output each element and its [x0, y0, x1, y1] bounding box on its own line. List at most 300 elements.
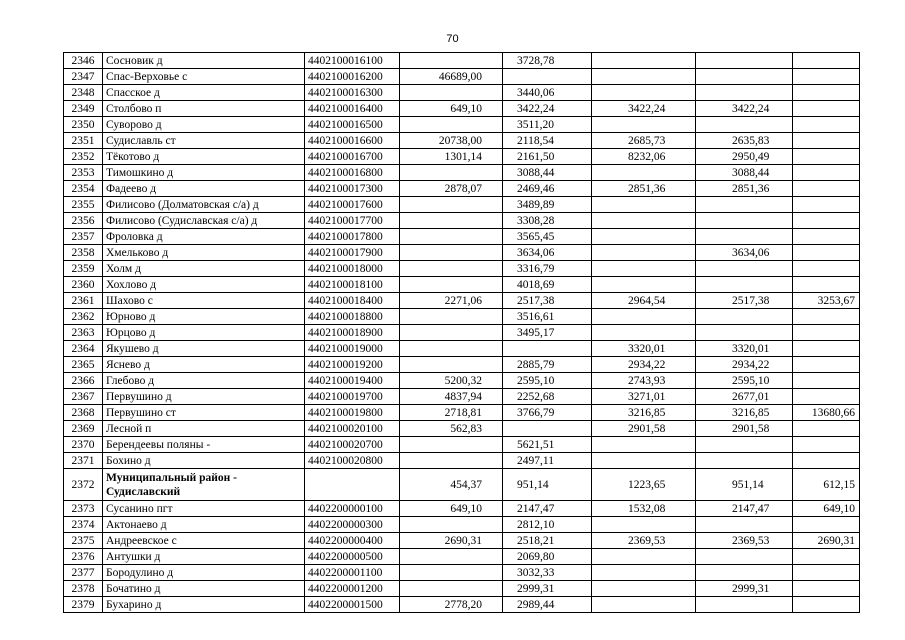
- value-1-cell: [400, 453, 503, 469]
- value-4-cell: 2369,53: [696, 533, 793, 549]
- value-4-cell: [696, 549, 793, 565]
- value-3-cell: 2934,22: [592, 357, 696, 373]
- value-2-cell: 4018,69: [503, 277, 592, 293]
- value-2-cell: 3634,06: [503, 245, 592, 261]
- value-3-cell: [592, 245, 696, 261]
- code-cell: 4402100017700: [305, 213, 400, 229]
- code-cell: 4402100016700: [305, 149, 400, 165]
- value-5-cell: [793, 69, 860, 85]
- value-5-cell: [793, 165, 860, 181]
- value-4-cell: [696, 565, 793, 581]
- value-1-cell: [400, 277, 503, 293]
- value-3-cell: [592, 325, 696, 341]
- value-5-cell: [793, 437, 860, 453]
- value-2-cell: 2147,47: [503, 501, 592, 517]
- value-2-cell: [503, 421, 592, 437]
- table-row: [64, 69, 860, 85]
- value-1-cell: [400, 245, 503, 261]
- value-1-cell: 562,83: [400, 421, 503, 437]
- code-cell: 4402200000400: [305, 533, 400, 549]
- settlement-name-cell: Филисово (Долматовская с/а) д: [103, 197, 305, 213]
- table-row: [64, 101, 860, 117]
- table-row: [64, 453, 860, 469]
- code-cell: 4402100018900: [305, 325, 400, 341]
- row-number-cell: 2369: [64, 421, 103, 437]
- value-2-cell: 3308,28: [503, 213, 592, 229]
- value-5-cell: [793, 53, 860, 69]
- row-number-cell: 2346: [64, 53, 103, 69]
- row-number-cell: 2354: [64, 181, 103, 197]
- value-1-cell: [400, 309, 503, 325]
- value-5-cell: [793, 453, 860, 469]
- value-3-cell: 2964,54: [592, 293, 696, 309]
- value-5-cell: [793, 421, 860, 437]
- table-row: [64, 517, 860, 533]
- value-1-cell: [400, 517, 503, 533]
- page-number: 70: [446, 33, 459, 45]
- value-2-cell: 3316,79: [503, 261, 592, 277]
- table-row: [64, 309, 860, 325]
- row-number-cell: 2349: [64, 101, 103, 117]
- value-4-cell: 3320,01: [696, 341, 793, 357]
- settlement-name-cell: Антушки д: [103, 549, 305, 565]
- settlement-name-cell: Бородулино д: [103, 565, 305, 581]
- table-row: [64, 341, 860, 357]
- value-4-cell: 2901,58: [696, 421, 793, 437]
- value-5-cell: [793, 101, 860, 117]
- value-1-cell: 5200,32: [400, 373, 503, 389]
- value-3-cell: [592, 229, 696, 245]
- code-cell: 4402100016500: [305, 117, 400, 133]
- value-3-cell: 1223,65: [592, 469, 696, 501]
- value-5-cell: [793, 597, 860, 613]
- table-row: [64, 501, 860, 517]
- value-4-cell: 3088,44: [696, 165, 793, 181]
- value-5-cell: 612,15: [793, 469, 860, 501]
- row-number-cell: 2372: [64, 469, 103, 501]
- value-2-cell: 2518,21: [503, 533, 592, 549]
- value-2-cell: 5621,51: [503, 437, 592, 453]
- value-1-cell: 454,37: [400, 469, 503, 501]
- value-2-cell: 2497,11: [503, 453, 592, 469]
- value-2-cell: 2595,10: [503, 373, 592, 389]
- value-4-cell: [696, 597, 793, 613]
- row-number-cell: 2370: [64, 437, 103, 453]
- value-2-cell: 2469,46: [503, 181, 592, 197]
- settlement-name-cell: Актонаево д: [103, 517, 305, 533]
- table-row: [64, 245, 860, 261]
- value-2-cell: 2252,68: [503, 389, 592, 405]
- row-number-cell: 2365: [64, 357, 103, 373]
- settlement-name-cell: Первушино д: [103, 389, 305, 405]
- row-number-cell: 2351: [64, 133, 103, 149]
- value-5-cell: 2690,31: [793, 533, 860, 549]
- table-row: [64, 597, 860, 613]
- value-1-cell: 1301,14: [400, 149, 503, 165]
- table-row: [64, 197, 860, 213]
- code-cell: 4402100016300: [305, 85, 400, 101]
- value-1-cell: [400, 357, 503, 373]
- row-number-cell: 2362: [64, 309, 103, 325]
- value-1-cell: 2271,06: [400, 293, 503, 309]
- row-number-cell: 2347: [64, 69, 103, 85]
- value-2-cell: 3495,17: [503, 325, 592, 341]
- value-1-cell: [400, 341, 503, 357]
- value-5-cell: [793, 245, 860, 261]
- value-1-cell: [400, 261, 503, 277]
- value-4-cell: [696, 53, 793, 69]
- value-5-cell: [793, 549, 860, 565]
- data-table: [63, 52, 860, 613]
- value-5-cell: 13680,66: [793, 405, 860, 421]
- value-5-cell: [793, 181, 860, 197]
- code-cell: 4402100020100: [305, 421, 400, 437]
- value-4-cell: 3634,06: [696, 245, 793, 261]
- table-row: [64, 469, 860, 501]
- value-3-cell: [592, 581, 696, 597]
- value-5-cell: [793, 277, 860, 293]
- table-row: [64, 181, 860, 197]
- settlement-name-cell: Сосновик д: [103, 53, 305, 69]
- row-number-cell: 2358: [64, 245, 103, 261]
- value-4-cell: 2635,83: [696, 133, 793, 149]
- value-4-cell: 2517,38: [696, 293, 793, 309]
- value-4-cell: [696, 85, 793, 101]
- value-3-cell: 3422,24: [592, 101, 696, 117]
- code-cell: 4402100017600: [305, 197, 400, 213]
- value-3-cell: [592, 85, 696, 101]
- value-1-cell: 2718,81: [400, 405, 503, 421]
- row-number-cell: 2373: [64, 501, 103, 517]
- value-3-cell: 3271,01: [592, 389, 696, 405]
- table-row: [64, 357, 860, 373]
- code-cell: 4402100017300: [305, 181, 400, 197]
- settlement-name-cell: Юрново д: [103, 309, 305, 325]
- value-5-cell: [793, 149, 860, 165]
- code-cell: 4402100020800: [305, 453, 400, 469]
- code-cell: 4402200000500: [305, 549, 400, 565]
- table-row: [64, 53, 860, 69]
- value-2-cell: [503, 341, 592, 357]
- code-cell: 4402100017800: [305, 229, 400, 245]
- value-2-cell: 3511,20: [503, 117, 592, 133]
- code-cell: 4402100016100: [305, 53, 400, 69]
- value-3-cell: [592, 549, 696, 565]
- value-4-cell: 2950,49: [696, 149, 793, 165]
- value-3-cell: [592, 53, 696, 69]
- value-5-cell: 649,10: [793, 501, 860, 517]
- code-cell: 4402200001100: [305, 565, 400, 581]
- value-1-cell: [400, 565, 503, 581]
- code-cell: [305, 469, 400, 501]
- settlement-name-cell: Якушево д: [103, 341, 305, 357]
- row-number-cell: 2356: [64, 213, 103, 229]
- value-5-cell: [793, 341, 860, 357]
- settlement-name-cell: Фроловка д: [103, 229, 305, 245]
- settlement-name-cell: Сусанино пгт: [103, 501, 305, 517]
- value-1-cell: [400, 53, 503, 69]
- value-2-cell: 3565,45: [503, 229, 592, 245]
- value-4-cell: 2595,10: [696, 373, 793, 389]
- code-cell: 4402100018100: [305, 277, 400, 293]
- value-5-cell: [793, 517, 860, 533]
- settlement-name-cell: Муниципальный район - Судиславский: [103, 469, 305, 501]
- table-row: [64, 117, 860, 133]
- value-2-cell: 2118,54: [503, 133, 592, 149]
- settlement-name-cell: Холм д: [103, 261, 305, 277]
- value-3-cell: 2743,93: [592, 373, 696, 389]
- settlement-name-cell: Столбово п: [103, 101, 305, 117]
- value-1-cell: [400, 229, 503, 245]
- value-4-cell: [696, 69, 793, 85]
- row-number-cell: 2378: [64, 581, 103, 597]
- code-cell: 4402100018000: [305, 261, 400, 277]
- row-number-cell: 2376: [64, 549, 103, 565]
- value-3-cell: [592, 437, 696, 453]
- row-number-cell: 2375: [64, 533, 103, 549]
- table-row: [64, 85, 860, 101]
- value-5-cell: [793, 565, 860, 581]
- value-4-cell: [696, 437, 793, 453]
- value-5-cell: [793, 85, 860, 101]
- settlement-name-cell: Спасское д: [103, 85, 305, 101]
- value-2-cell: 2812,10: [503, 517, 592, 533]
- value-3-cell: [592, 165, 696, 181]
- value-4-cell: 2851,36: [696, 181, 793, 197]
- value-4-cell: 2934,22: [696, 357, 793, 373]
- value-1-cell: [400, 581, 503, 597]
- settlement-name-cell: Тимошкино д: [103, 165, 305, 181]
- value-2-cell: 3440,06: [503, 85, 592, 101]
- value-1-cell: [400, 85, 503, 101]
- settlement-name-cell: Бочатино д: [103, 581, 305, 597]
- settlement-name-cell: Шахово с: [103, 293, 305, 309]
- value-4-cell: 3216,85: [696, 405, 793, 421]
- value-3-cell: 3320,01: [592, 341, 696, 357]
- value-3-cell: 8232,06: [592, 149, 696, 165]
- value-4-cell: 3422,24: [696, 101, 793, 117]
- value-5-cell: [793, 581, 860, 597]
- row-number-cell: 2359: [64, 261, 103, 277]
- value-3-cell: [592, 597, 696, 613]
- value-3-cell: 2851,36: [592, 181, 696, 197]
- code-cell: 4402100016400: [305, 101, 400, 117]
- value-4-cell: [696, 277, 793, 293]
- code-cell: 4402100019700: [305, 389, 400, 405]
- value-2-cell: 3088,44: [503, 165, 592, 181]
- value-3-cell: [592, 277, 696, 293]
- value-5-cell: [793, 309, 860, 325]
- table-row: [64, 437, 860, 453]
- value-2-cell: 3422,24: [503, 101, 592, 117]
- value-3-cell: [592, 117, 696, 133]
- table-row: [64, 261, 860, 277]
- value-2-cell: 2989,44: [503, 597, 592, 613]
- table-row: [64, 165, 860, 181]
- code-cell: 4402100016800: [305, 165, 400, 181]
- value-2-cell: 2517,38: [503, 293, 592, 309]
- row-number-cell: 2353: [64, 165, 103, 181]
- value-4-cell: [696, 325, 793, 341]
- value-4-cell: [696, 197, 793, 213]
- row-number-cell: 2377: [64, 565, 103, 581]
- value-1-cell: 649,10: [400, 101, 503, 117]
- value-3-cell: 2901,58: [592, 421, 696, 437]
- value-1-cell: 20738,00: [400, 133, 503, 149]
- settlement-name-cell: Судиславль ст: [103, 133, 305, 149]
- code-cell: 4402200000300: [305, 517, 400, 533]
- value-3-cell: 2685,73: [592, 133, 696, 149]
- value-4-cell: [696, 229, 793, 245]
- code-cell: 4402200000100: [305, 501, 400, 517]
- code-cell: 4402100020700: [305, 437, 400, 453]
- value-5-cell: [793, 325, 860, 341]
- code-cell: 4402200001500: [305, 597, 400, 613]
- value-4-cell: [696, 309, 793, 325]
- value-2-cell: 3516,61: [503, 309, 592, 325]
- value-4-cell: [696, 213, 793, 229]
- value-3-cell: [592, 309, 696, 325]
- value-1-cell: [400, 549, 503, 565]
- value-4-cell: 2147,47: [696, 501, 793, 517]
- value-1-cell: 649,10: [400, 501, 503, 517]
- code-cell: 4402100019200: [305, 357, 400, 373]
- value-2-cell: [503, 69, 592, 85]
- settlement-name-cell: Хмельково д: [103, 245, 305, 261]
- table-row: [64, 133, 860, 149]
- code-cell: 4402100019000: [305, 341, 400, 357]
- row-number-cell: 2368: [64, 405, 103, 421]
- row-number-cell: 2350: [64, 117, 103, 133]
- row-number-cell: 2367: [64, 389, 103, 405]
- value-3-cell: [592, 565, 696, 581]
- settlement-name-cell: Первушино ст: [103, 405, 305, 421]
- value-2-cell: 2885,79: [503, 357, 592, 373]
- code-cell: 4402100017900: [305, 245, 400, 261]
- value-5-cell: [793, 261, 860, 277]
- value-2-cell: 2161,50: [503, 149, 592, 165]
- table-row: [64, 373, 860, 389]
- value-3-cell: [592, 69, 696, 85]
- settlement-name-cell: Спас-Верховье с: [103, 69, 305, 85]
- code-cell: 4402100018400: [305, 293, 400, 309]
- value-4-cell: 951,14: [696, 469, 793, 501]
- value-5-cell: [793, 117, 860, 133]
- value-1-cell: 4837,94: [400, 389, 503, 405]
- row-number-cell: 2360: [64, 277, 103, 293]
- settlement-name-cell: Бохино д: [103, 453, 305, 469]
- settlement-name-cell: Андреевское с: [103, 533, 305, 549]
- code-cell: 4402100018800: [305, 309, 400, 325]
- settlement-name-cell: Юрцово д: [103, 325, 305, 341]
- code-cell: 4402100019400: [305, 373, 400, 389]
- value-2-cell: 3489,89: [503, 197, 592, 213]
- value-3-cell: [592, 453, 696, 469]
- row-number-cell: 2361: [64, 293, 103, 309]
- value-2-cell: 2999,31: [503, 581, 592, 597]
- settlement-name-cell: Бухарино д: [103, 597, 305, 613]
- value-4-cell: [696, 453, 793, 469]
- value-4-cell: 2677,01: [696, 389, 793, 405]
- row-number-cell: 2374: [64, 517, 103, 533]
- value-2-cell: 3032,33: [503, 565, 592, 581]
- row-number-cell: 2357: [64, 229, 103, 245]
- table-row: [64, 293, 860, 309]
- value-1-cell: [400, 165, 503, 181]
- value-4-cell: [696, 261, 793, 277]
- row-number-cell: 2363: [64, 325, 103, 341]
- value-4-cell: 2999,31: [696, 581, 793, 597]
- row-number-cell: 2371: [64, 453, 103, 469]
- settlement-name-cell: Яснево д: [103, 357, 305, 373]
- row-number-cell: 2355: [64, 197, 103, 213]
- table-row: [64, 325, 860, 341]
- row-number-cell: 2348: [64, 85, 103, 101]
- value-5-cell: [793, 373, 860, 389]
- table-body: [64, 53, 860, 613]
- value-5-cell: [793, 357, 860, 373]
- table-row: [64, 149, 860, 165]
- value-2-cell: 3766,79: [503, 405, 592, 421]
- value-2-cell: 951,14: [503, 469, 592, 501]
- code-cell: 4402200001200: [305, 581, 400, 597]
- table-row: [64, 533, 860, 549]
- table-row: [64, 405, 860, 421]
- code-cell: 4402100016200: [305, 69, 400, 85]
- value-3-cell: [592, 517, 696, 533]
- table-row: [64, 421, 860, 437]
- value-2-cell: 3728,78: [503, 53, 592, 69]
- value-5-cell: [793, 213, 860, 229]
- table-row: [64, 581, 860, 597]
- code-cell: 4402100016600: [305, 133, 400, 149]
- value-1-cell: [400, 197, 503, 213]
- row-number-cell: 2364: [64, 341, 103, 357]
- value-4-cell: [696, 117, 793, 133]
- value-3-cell: 2369,53: [592, 533, 696, 549]
- settlement-name-cell: Лесной п: [103, 421, 305, 437]
- table-row: [64, 549, 860, 565]
- row-number-cell: 2366: [64, 373, 103, 389]
- value-2-cell: 2069,80: [503, 549, 592, 565]
- value-1-cell: 2878,07: [400, 181, 503, 197]
- value-1-cell: 2690,31: [400, 533, 503, 549]
- value-5-cell: 3253,67: [793, 293, 860, 309]
- value-1-cell: 46689,00: [400, 69, 503, 85]
- row-number-cell: 2352: [64, 149, 103, 165]
- value-5-cell: [793, 197, 860, 213]
- table-row: [64, 229, 860, 245]
- value-4-cell: [696, 517, 793, 533]
- value-3-cell: [592, 261, 696, 277]
- table-row: [64, 389, 860, 405]
- value-3-cell: 1532,08: [592, 501, 696, 517]
- value-3-cell: 3216,85: [592, 405, 696, 421]
- table-row: [64, 213, 860, 229]
- settlement-name-cell: Фадеево д: [103, 181, 305, 197]
- settlement-name-cell: Суворово д: [103, 117, 305, 133]
- settlement-name-cell: Хохлово д: [103, 277, 305, 293]
- value-5-cell: [793, 133, 860, 149]
- value-1-cell: [400, 437, 503, 453]
- row-number-cell: 2379: [64, 597, 103, 613]
- code-cell: 4402100019800: [305, 405, 400, 421]
- settlement-name-cell: Филисово (Судиславская с/а) д: [103, 213, 305, 229]
- value-1-cell: [400, 213, 503, 229]
- table-row: [64, 565, 860, 581]
- value-5-cell: [793, 389, 860, 405]
- settlement-name-cell: Берендеевы поляны -: [103, 437, 305, 453]
